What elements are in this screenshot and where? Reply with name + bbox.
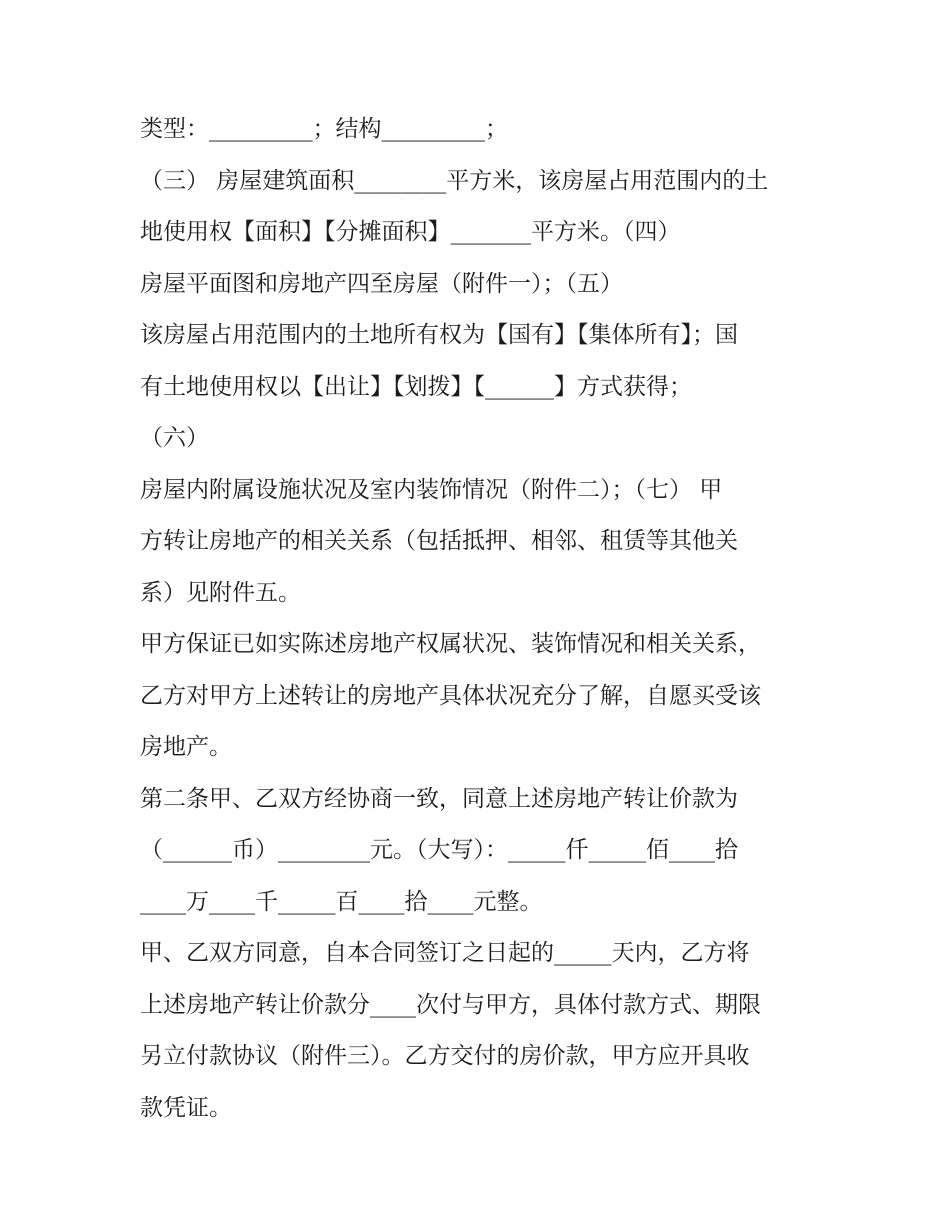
text-line: 类型：_________；结构_________； [140, 116, 508, 142]
text-line: （______币）________元。（大写）：_____仟_____佰____拾 [140, 837, 738, 863]
text-line: 乙方对甲方上述转让的房地产具体状况充分了解，自愿买受该 [140, 682, 761, 709]
text-line: 有土地使用权以【出让】【划拨】【______】方式获得； [140, 373, 692, 400]
text-line: 另立付款协议（附件三）。乙方交付的房价款，甲方应开具收 [140, 1043, 750, 1069]
contract-body [140, 104, 820, 1134]
text-line: 甲方保证已如实陈述房地产权属状况、装饰情况和相关关系， [140, 631, 761, 657]
text-line: （六） [140, 425, 209, 451]
text-line: 房屋内附属设施状况及室内装饰情况（附件二）；（七） 甲 [140, 476, 723, 503]
text-line: ____万____千_____百____拾____元整。 [140, 888, 543, 915]
text-line: 房屋平面图和房地产四至房屋（附件一）；（五） [140, 270, 623, 297]
text-line: 该房屋占用范围内的土地所有权为【国有】【集体所有】；国 [140, 322, 738, 348]
text-line: （三） 房屋建筑面积________平方米，该房屋占用范围内的土 [140, 167, 769, 194]
text-line: 方转让房地产的相关关系（包括抵押、相邻、租赁等其他关 [140, 528, 738, 554]
text-line: 地使用权【面积】【分摊面积】_______平方米。（四） [140, 219, 681, 245]
text-line: 甲、乙双方同意，自本合同签订之日起的_____天内，乙方将 [140, 940, 750, 966]
text-line: 上述房地产转让价款分____次付与甲方，具体付款方式、期限 [140, 991, 761, 1018]
text-line: 房地产。 [140, 734, 232, 760]
text-line: 款凭证。 [140, 1094, 232, 1121]
text-line: 第二条甲、乙双方经协商一致，同意上述房地产转让价款为 [140, 785, 738, 812]
text-line: 系）见附件五。 [140, 579, 301, 606]
